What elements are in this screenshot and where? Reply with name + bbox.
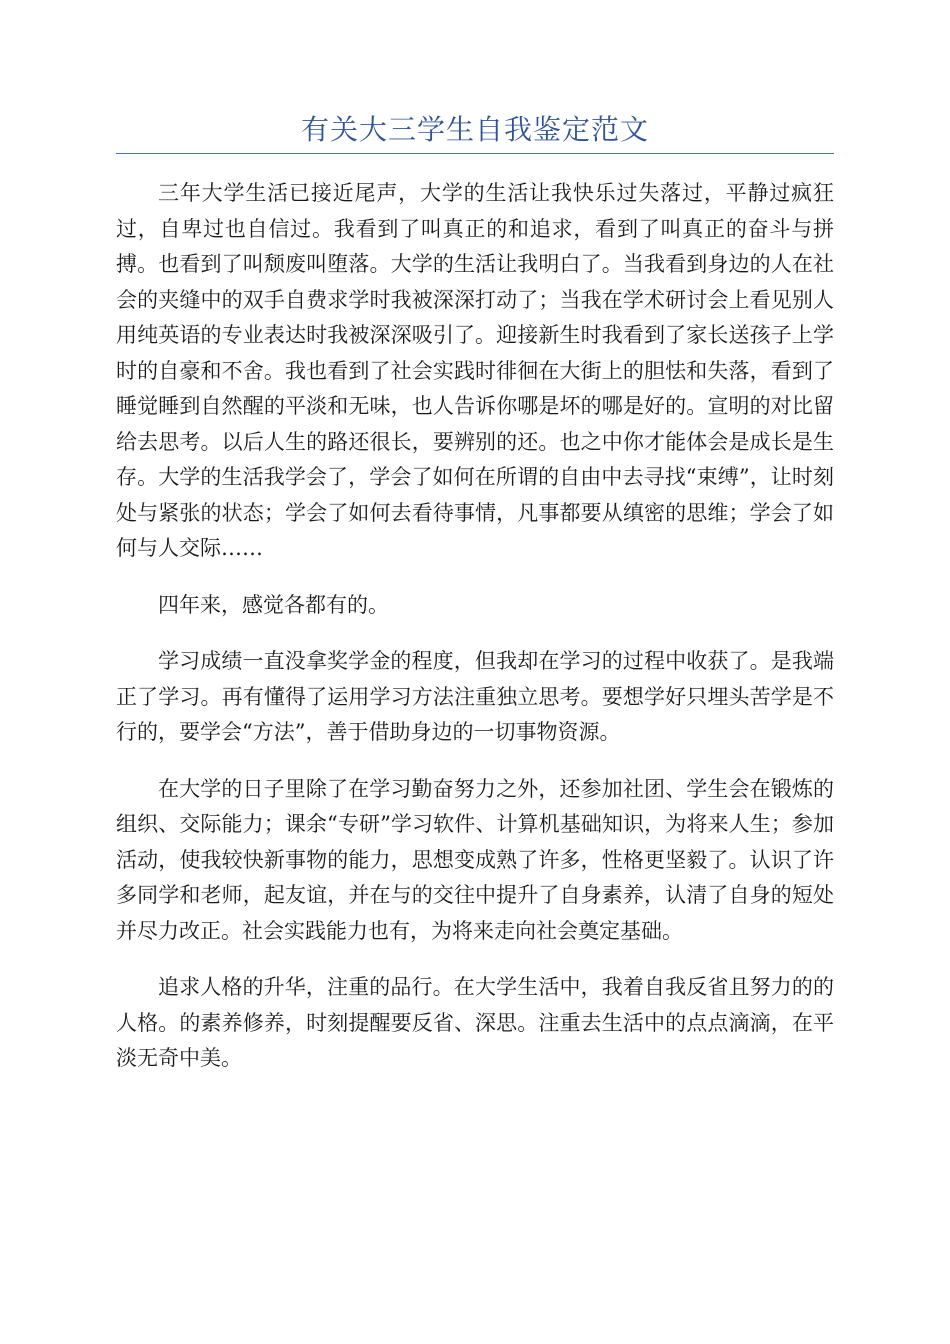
document-title: 有关大三学生自我鉴定范文 [300, 113, 649, 146]
paragraph-3: 学习成绩一直没拿奖学金的程度，但我却在学习的过程中收获了。是我端正了学习。再有懂得了运用学习方法注重独立思考。要想学好只埋头苦学是不行的，要学会“方法”，善于借助身边的一切事物资源。 [116, 649, 834, 744]
paragraph-5: 追求人格的升华，注重的品行。在大学生活中，我着自我反省且努力的的人格。的素养修养，时刻提醒要反省、深思。注重去生活中的点点滴滴，在平淡无奇中美。 [116, 975, 834, 1070]
paragraph-1: 三年大学生活已接近尾声，大学的生活让我快乐过失落过，平静过疯狂过，自卑过也自信过。我看到了叫真正的和追求，看到了叫真正的奋斗与拼搏。也看到了叫颓废叫堕落。大学的生活让我明白了。当我看到身边的人在社会的夹缝中的双手自费求学时我被深深打动了；当我在学术研讨会上看见别人用纯英语的专业表达时我被深深吸引了。迎接新生时我看到了家长送孩子上学时的自豪和不舍。我也看到了社会实践时徘徊在大街上的胆怯和失落，看到了睡觉睡到自然醒的平淡和无味，也人告诉你哪是坏的哪是好的。宣明的对比留给去思考。以后人生的路还很长，要辨别的还。也之中你才能体会是成长是生存。大学的生活我学会了，学会了如何在所谓的自由中去寻找“束缚”，让时刻处与紧张的状态；学会了如何去看待事情，凡事都要从缜密的思维；学会了如何与人交际…… [116, 181, 834, 560]
title-underline [116, 153, 834, 154]
document-body [116, 176, 834, 1098]
paragraph-2: 四年来，感觉各都有的。 [158, 592, 389, 617]
paragraph-4: 在大学的日子里除了在学习勤奋努力之外，还参加社团、学生会在锻炼的组织、交际能力；课余“专研”学习软件、计算机基础知识，为将来人生；参加活动，使我较快新事物的能力，思想变成熟了许多，性格更坚毅了。认识了许多同学和老师，起友谊，并在与的交往中提升了自身素养，认清了自身的短处并尽力改正。社会实践能力也有，为将来走向社会奠定基础。 [116, 776, 834, 943]
